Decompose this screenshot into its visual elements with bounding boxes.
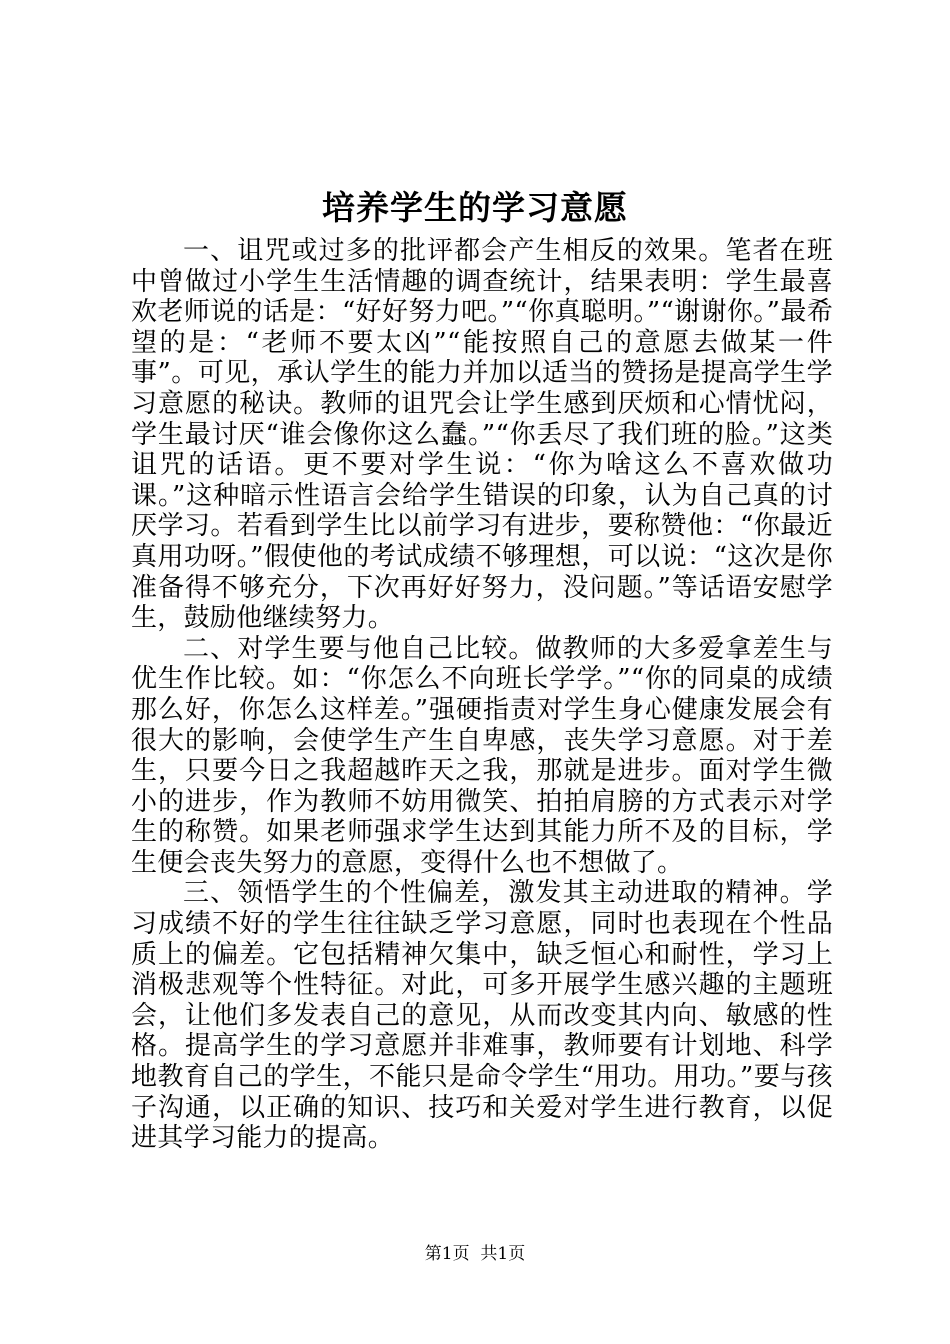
document-body [131,236,833,1154]
page-footer [0,1243,950,1265]
page-number-label: 第1页 共1页 [424,1244,526,1264]
document-title: 培养学生的学习意愿 [322,188,628,227]
paragraph-1: 一、诅咒或过多的批评都会产生相反的效果。笔者在班中曾做过小学生生活情趣的调查统计，结果表明：学生最喜欢老师说的话是：“好好努力吧。”“你真聪明。”“谢谢你。”最希望的是：“老师不要太凶”“能按照自己的意愿去做某一件事”。可见，承认学生的能力并加以适当的赞扬是提高学生学习意愿的秘诀。教师的诅咒会让学生感到厌烦和心情忧闷，学生最讨厌“谁会像你这么蠢。”“你丢尽了我们班的脸。”这类诅咒的话语。更不要对学生说：“你为啥这么不喜欢做功课。”这种暗示性语言会给学生错误的印象，认为自己真的讨厌学习。若看到学生比以前学习有进步，要称赞他：“你最近真用功呀。”假使他的考试成绩不够理想，可以说：“这次是你准备得不够充分，下次再好好努力，没问题。”等话语安慰学生，鼓励他继续努力。 [131,236,833,634]
paragraph-2: 二、对学生要与他自己比较。做教师的大多爱拿差生与优生作比较。如：“你怎么不向班长学学。”“你的同桌的成绩那么好，你怎么这样差。”强硬指责对学生身心健康发展会有很大的影响，会使学生产生自卑感，丧失学习意愿。对于差生，只要今日之我超越昨天之我，那就是进步。面对学生微小的进步，作为教师不妨用微笑、拍拍肩膀的方式表示对学生的称赞。如果老师强求学生达到其能力所不及的目标，学生便会丧失努力的意愿，变得什么也不想做了。 [131,633,833,878]
paragraph-3: 三、领悟学生的个性偏差，激发其主动进取的精神。学习成绩不好的学生往往缺乏学习意愿，同时也表现在个性品质上的偏差。它包括精神欠集中，缺乏恒心和耐性，学习上消极悲观等个性特征。对此，可多开展学生感兴趣的主题班会，让他们多发表自己的意见，从而改变其内向、敏感的性格。提高学生的学习意愿并非难事，教师要有计划地、科学地教育自己的学生，不能只是命令学生“用功。用功。”要与孩子沟通，以正确的知识、技巧和关爱对学生进行教育，以促进其学习能力的提高。 [131,878,833,1154]
